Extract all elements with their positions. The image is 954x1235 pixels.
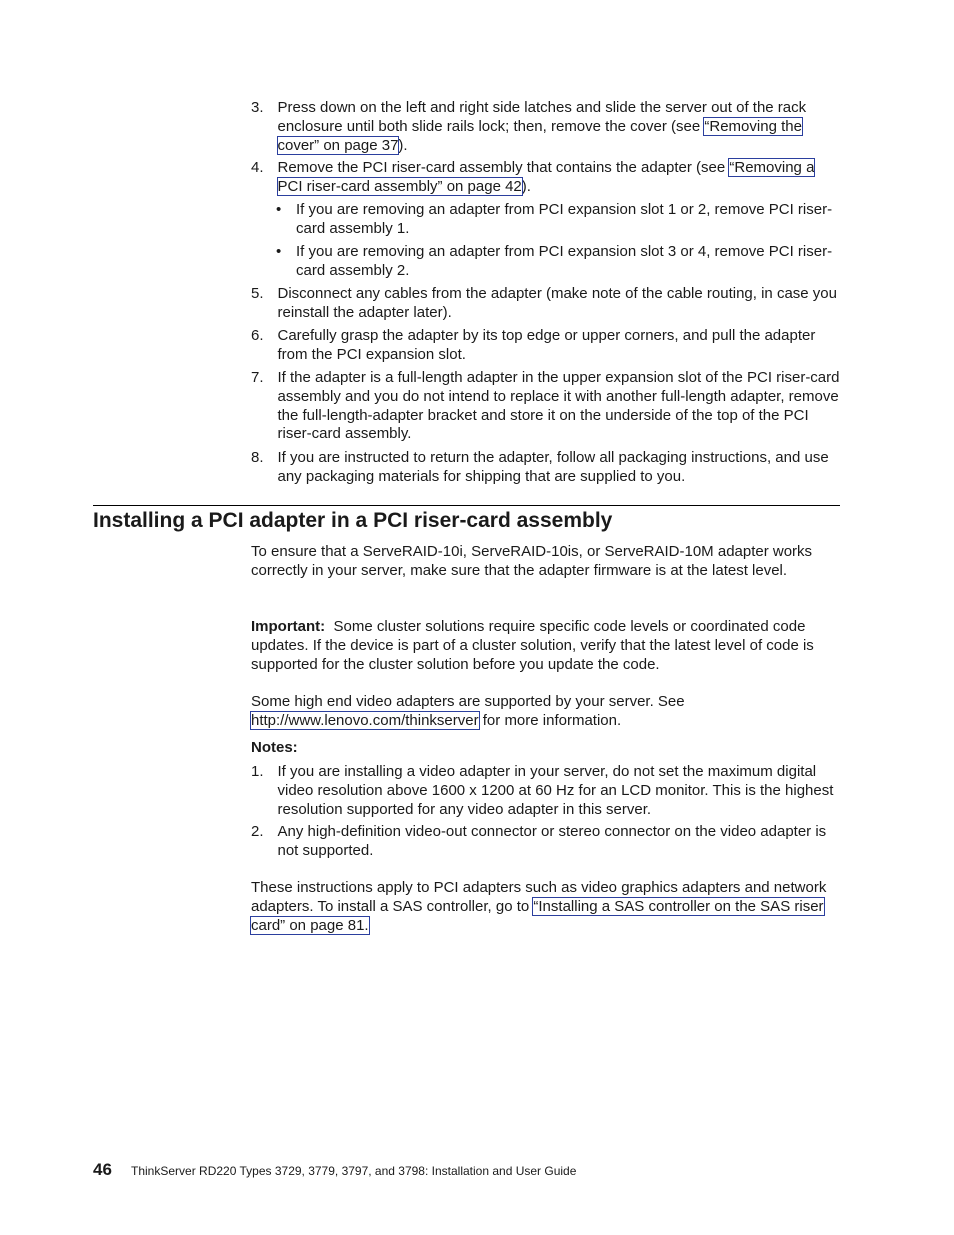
page-number: 46 (93, 1160, 112, 1179)
section-divider (93, 505, 840, 506)
link-lenovo-thinkserver[interactable]: http://www.lenovo.com/thinkserver (251, 711, 479, 729)
bullet-item: • If you are removing an adapter from PCI expansion slot 3 or 4, remove PCI riser-card assembly 2. (276, 243, 833, 279)
step-number: 7. (251, 369, 264, 386)
step-6: 6. Carefully grasp the adapter by its top edge or upper corners, and pull the adapter from the PCI expansion slot. (251, 327, 816, 363)
link-removing-riser-card[interactable]: “Removing a PCI riser-card assembly” on page 42 (277, 159, 815, 195)
intro-paragraph: To ensure that a ServeRAID-10i, ServeRAID-10is, or ServeRAID-10M adapter works correctly in your server, make sure that the adapter firmware is at the latest level. (251, 543, 813, 579)
note-number: 1. (251, 763, 264, 780)
step-3: 3. Press down on the left and right side latches and slide the server out of the rack enclosure until both slide rails lock; then, remove the cover (see “Removing the cover” on page 37). (251, 99, 807, 154)
note-2: 2. Any high-definition video-out connector or stereo connector on the video adapter is not supported. (251, 823, 827, 859)
bullet-marker: • (276, 243, 282, 260)
note-1: 1. If you are installing a video adapter in your server, do not set the maximum digital video resolution above 1600 x 1200 at 60 Hz for an LCD monitor. This is the highest resolution supported for any video adapter in this server. (251, 763, 834, 818)
note-number: 2. (251, 823, 264, 840)
step-7: 7. If the adapter is a full-length adapter in the upper expansion slot of the PCI riser-card assembly and you do not intend to replace it with another full-length adapter, remove the full-length-adapter bracket and store it on the underside of the top of the PCI riser-card assembly. (251, 369, 840, 443)
important-paragraph: Important: Some cluster solutions require specific code levels or coordinated code updates. If the device is part of a cluster solution, verify that the latest level of code is supported for the cluster solution before you update the code. (251, 618, 814, 673)
step-number: 6. (251, 327, 264, 344)
step-4: 4. Remove the PCI riser-card assembly that contains the adapter (see “Removing a PCI riser-card assembly” on page 42). (251, 159, 815, 195)
video-paragraph: Some high end video adapters are supported by your server. See http://www.lenovo.com/thinkserver for more information. (251, 693, 685, 729)
step-8: 8. If you are instructed to return the adapter, follow all packaging instructions, and use any packaging materials for shipping that are supplied to you. (251, 449, 829, 485)
link-installing-sas-controller[interactable]: “Installing a SAS controller on the SAS riser card” on page 81. (251, 897, 824, 934)
footer-title: ThinkServer RD220 Types 3729, 3779, 3797, and 3798: Installation and User Guide (131, 1164, 577, 1178)
step-number: 3. (251, 99, 264, 116)
step-number: 4. (251, 159, 264, 176)
link-removing-the-cover[interactable]: “Removing the cover” on page 37 (277, 117, 802, 154)
important-label: Important: (251, 618, 326, 635)
bullet-item: • If you are removing an adapter from PCI expansion slot 1 or 2, remove PCI riser-card assembly 1. (276, 201, 833, 237)
step-number: 8. (251, 449, 264, 466)
step-5: 5. Disconnect any cables from the adapter (make note of the cable routing, in case you reinstall the adapter later). (251, 285, 837, 321)
bullet-marker: • (276, 201, 282, 218)
final-paragraph: These instructions apply to PCI adapters such as video graphics adapters and network adapters. To install a SAS controller, go to “Installing a SAS controller on the SAS riser card” on page 81. (251, 879, 827, 934)
notes-label: Notes: (251, 739, 298, 756)
section-heading: Installing a PCI adapter in a PCI riser-card assembly (93, 509, 613, 532)
step-number: 5. (251, 285, 264, 302)
